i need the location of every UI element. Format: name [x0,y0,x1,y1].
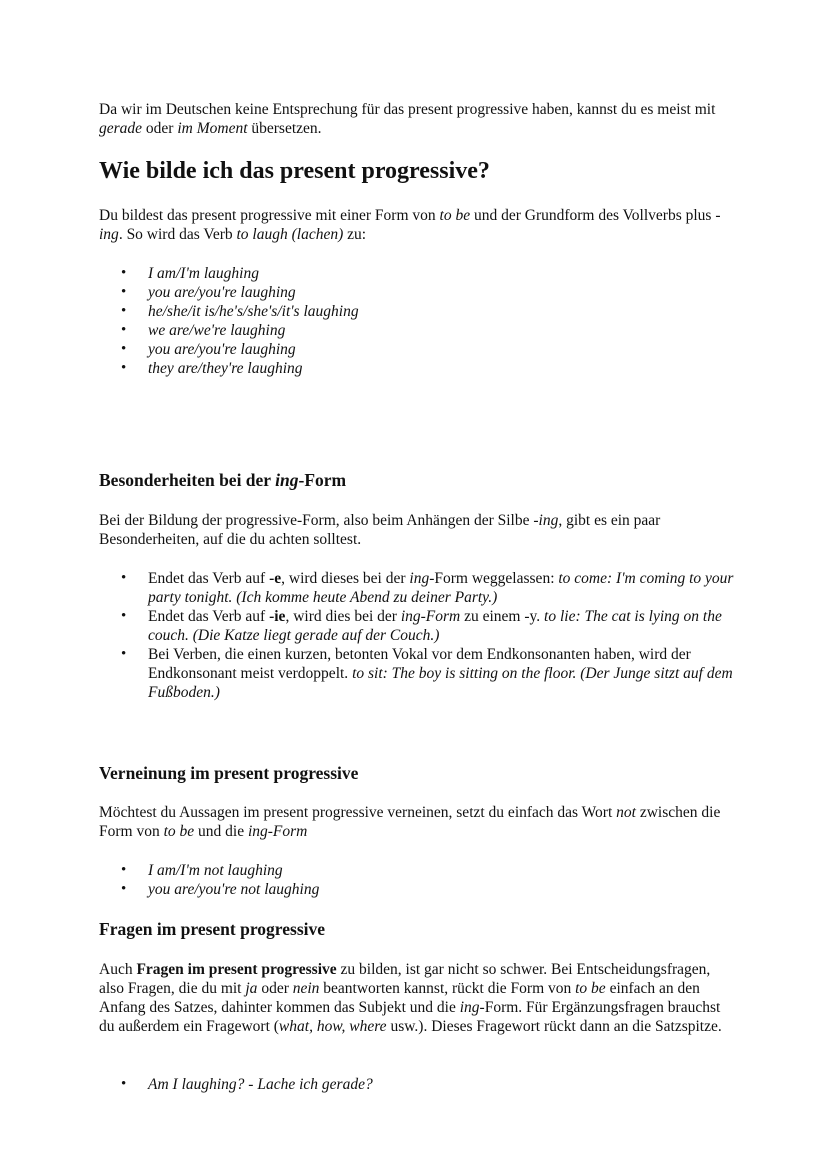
conjugation-list [99,264,739,378]
bullet-icon: • [121,646,127,662]
list-item: • I am/I'm laughing [121,265,259,282]
fragen-paragraph: Auch Fragen im present progressive zu bilden, ist gar nicht so schwer. Bei Entscheidungsfragen, also Fragen, die du mit ja oder nein beantworten kannst, rückt die Form von to be einfach an den Anfang des Satzes, dahinter kommen das Subjekt und die ing-Form. Für Ergänzungsfragen brauchst du außerdem ein Fragewort (what, how, where usw.). Dieses Fragewort rückt dann an die Satzspitze. [99,961,722,1035]
heading-verneinung: Verneinung im present progressive [99,763,359,783]
heading-besonderheiten: Besonderheiten bei der ing-Form [99,470,347,490]
list-item: • Bei Verben, die einen kurzen, betonten Vokal vor dem Endkonsonanten haben, wird der Endkonsonant meist verdoppelt. to sit: The boy is sitting on the floor. (Der Junge sitzt auf dem Fußboden.) [121,646,733,701]
bullet-icon: • [121,862,127,878]
list-item: • Endet das Verb auf -e, wird dieses bei der ing-Form weggelassen: to come: I'm coming to your party tonight. (Ich komme heute Abend zu deiner Party.) [121,570,734,606]
verneinung-paragraph: Möchtest du Aussagen im present progressive verneinen, setzt du einfach das Wort not zwischen die Form von to be und die ing-Form [99,804,721,840]
list-item: • Am I laughing? - Lache ich gerade? [121,1076,373,1093]
negation-list [99,861,739,899]
bullet-icon: • [121,360,127,376]
bullet-icon: • [121,881,127,897]
intro-paragraph: Da wir im Deutschen keine Entsprechung für das present progressive haben, kannst du es meist mit gerade oder im Moment übersetzen. [99,101,716,137]
list-item: • you are/you're not laughing [121,881,320,898]
list-item: • you are/you're laughing [121,341,296,358]
bullet-icon: • [121,322,127,338]
bullet-icon: • [121,265,127,281]
bullet-icon: • [121,303,127,319]
bullet-icon: • [121,608,127,624]
list-item: • he/she/it is/he's/she's/it's laughing [121,303,359,320]
heading-fragen: Fragen im present progressive [99,919,326,939]
list-item: • Endet das Verb auf -ie, wird dies bei der ing-Form zu einem -y. to lie: The cat is lying on the couch. (Die Katze liegt gerade auf der Couch.) [121,608,722,644]
bullet-icon: • [121,341,127,357]
bullet-icon: • [121,284,127,300]
besonderheiten-paragraph: Bei der Bildung der progressive-Form, also beim Anhängen der Silbe -ing, gibt es ein paar Besonderheiten, auf die du achten solltest. [99,512,661,548]
heading-bilden: Wie bilde ich das present progressive? [99,158,490,184]
list-item: • we are/we're laughing [121,322,286,339]
bullet-icon: • [121,1076,127,1092]
questions-list [99,1075,739,1094]
list-item: • they are/they're laughing [121,360,303,377]
list-item: • I am/I'm not laughing [121,862,283,879]
bilden-paragraph: Du bildest das present progressive mit einer Form von to be und der Grundform des Vollverbs plus -ing. So wird das Verb to laugh (lachen) zu: [99,207,721,243]
rules-list [99,569,739,702]
list-item: • you are/you're laughing [121,284,296,301]
bullet-icon: • [121,570,127,586]
